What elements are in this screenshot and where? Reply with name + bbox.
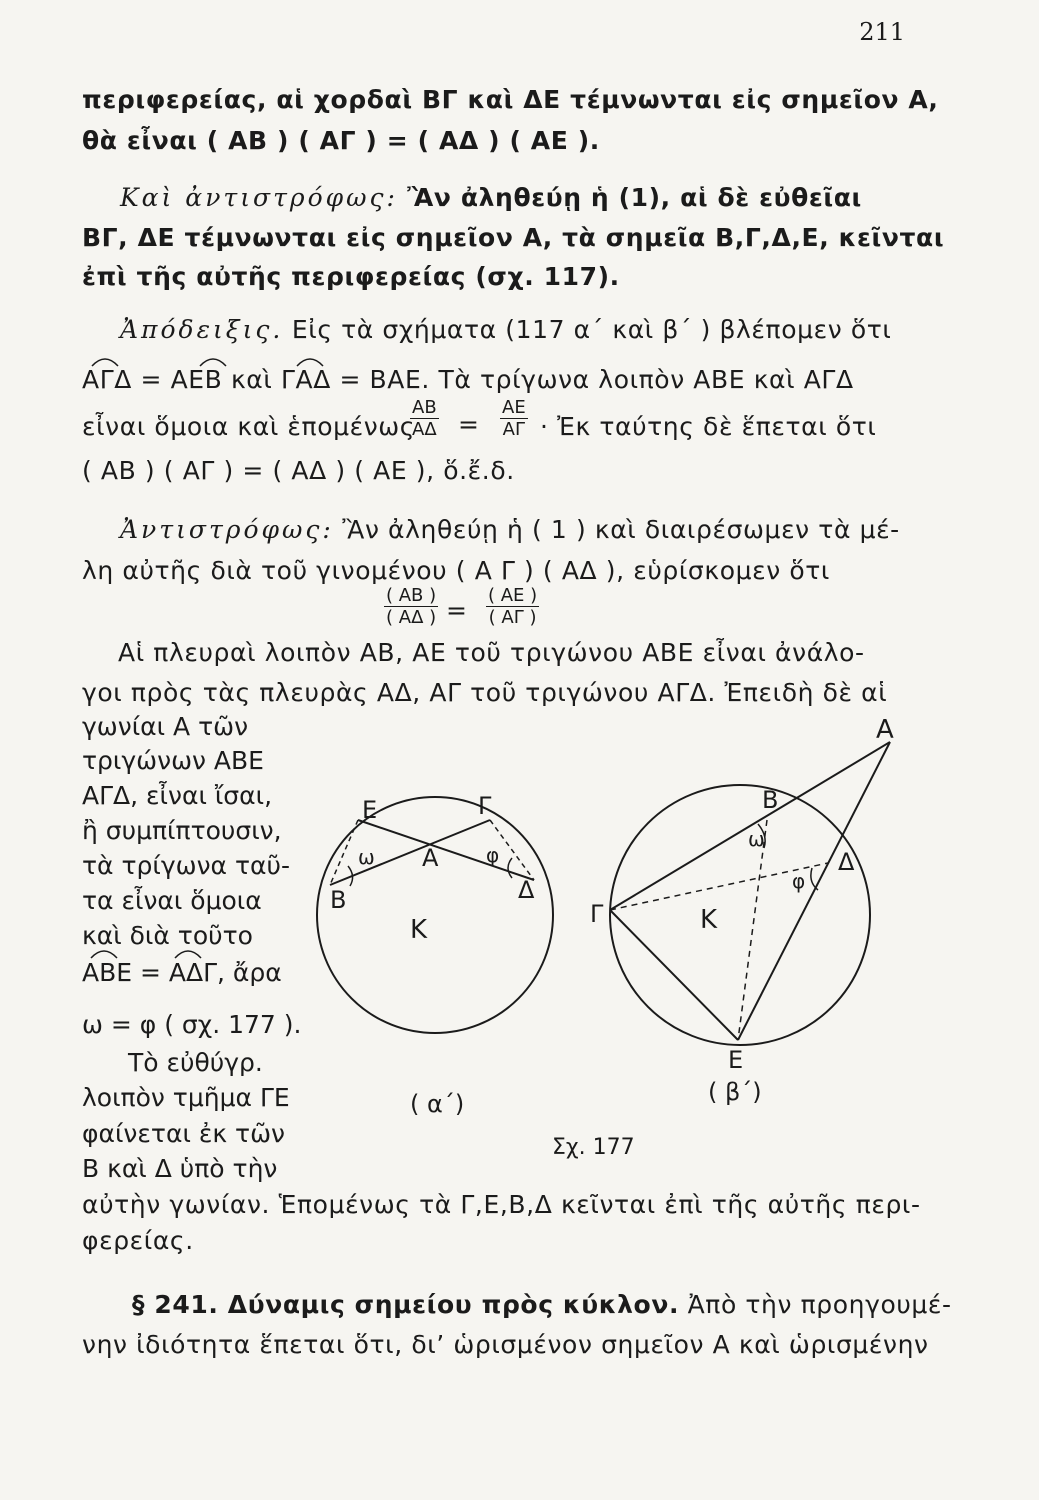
proof-fraction-2-num: ΑΕ <box>502 397 526 418</box>
narrow-line-5: τὰ τρίγωνα ταῦ- <box>82 851 290 880</box>
narrow-line-7: καὶ διὰ τοῦτο <box>82 921 253 950</box>
closing-line-2: φερείας. <box>82 1226 194 1255</box>
figure-b <box>590 715 894 1106</box>
converse2-fraction-2 <box>486 585 539 628</box>
figure-177 <box>290 700 910 1170</box>
section-241-line-1 <box>132 1290 952 1319</box>
section-241-heading: § 241. Δύναμις σημείου πρὸς κύκλον. <box>132 1290 680 1319</box>
converse2-fraction-1-num: ( ΑΒ ) <box>386 585 437 606</box>
arc-mark-5 <box>175 951 201 958</box>
proof-line-4: ( ΑΒ ) ( ΑΓ ) = ( ΑΔ ) ( ΑΕ ), ὅ.ἔ.δ. <box>82 456 515 485</box>
narrow-line-2: τριγώνων ΑΒΕ <box>82 746 264 775</box>
figure-a-label-B: Β <box>330 886 347 914</box>
proof-line-2: ΑΓΔ = ΑΕΒ καὶ ΓΑΔ = ΒΑΕ. Τὰ τρίγωνα λοιπὸν ΑΒΕ καὶ ΑΓΔ <box>82 365 854 394</box>
section-241-line-1-rest: Ἀπὸ τὴν προηγουμέ- <box>679 1290 952 1319</box>
proof-equals: = <box>458 410 480 439</box>
section-241-line-2: νην ἰδιότητα ἕπεται ὅτι, δι’ ὡρισμένον σημεῖον Α καὶ ὡρισμένην <box>82 1330 929 1359</box>
narrow-line-10: Τὸ εὐθύγρ. <box>128 1048 263 1077</box>
figure-b-label-G: Γ <box>590 900 604 928</box>
proof-line-3-start: εἶναι ὅμοια καὶ ἑπομένως <box>82 412 416 441</box>
proof-line-3-end: · Ἐκ ταύτης δὲ ἕπεται ὅτι <box>540 412 877 441</box>
narrow-line-11: λοιπὸν τμῆμα ΓΕ <box>82 1083 290 1112</box>
figure-a-angle-phi: φ <box>486 843 500 867</box>
converse1-line-1-rest: Ἂν ἀληθεύῃ ἡ (1), αἱ δὲ εὐθεῖαι <box>397 183 862 212</box>
narrow-line-1: γωνίαι Α τῶν <box>82 712 249 741</box>
narrow-line-9: ω = φ ( σχ. 177 ). <box>82 1010 302 1039</box>
figure-b-label-D: Δ <box>838 848 855 876</box>
figure-a-label-K: Κ <box>410 915 428 945</box>
narrow-line-3: ΑΓΔ, εἶναι ἴσαι, <box>82 781 273 810</box>
figure-caption: Σχ. 177 <box>552 1135 635 1160</box>
figure-a-angle-phi-arc <box>508 858 512 878</box>
figure-a-label-A: Α <box>422 844 439 872</box>
page-number: 211 <box>859 18 905 46</box>
figure-b-label-B: Β <box>762 786 779 814</box>
converse2-label: Ἀντιστρόφως: <box>120 515 334 544</box>
figure-b-label-A: Α <box>876 715 894 745</box>
arc-mark-4 <box>91 951 117 958</box>
figure-b-dashed-BE <box>738 820 767 1040</box>
narrow-line-12: φαίνεται ἐκ τῶν <box>82 1119 285 1148</box>
intro-line-2: θὰ εἶναι ( ΑΒ ) ( ΑΓ ) = ( ΑΔ ) ( ΑΕ ). <box>82 126 600 155</box>
converse2-line-4: γοι πρὸς τὰς πλευρὰς ΑΔ, ΑΓ τοῦ τριγώνου ΑΓΔ. Ἐπειδὴ δὲ αἱ <box>82 678 888 707</box>
proof-fraction-1-num: ΑΒ <box>412 397 437 418</box>
proof-fraction-1-den: ΑΔ <box>412 419 437 440</box>
converse2-line-3: Αἱ πλευραὶ λοιπὸν ΑΒ, ΑΕ τοῦ τριγώνου ΑΒΕ εἶναι ἀνάλο- <box>118 638 865 667</box>
figure-b-label-K: Κ <box>700 905 718 935</box>
figure-b-circle <box>610 785 870 1045</box>
converse1-label: Καὶ ἀντιστρόφως: <box>120 183 398 212</box>
converse2-fraction-1-den: ( ΑΔ ) <box>386 607 437 628</box>
figure-b-line-G-to-E <box>610 910 738 1040</box>
converse2-equals: = <box>446 596 468 625</box>
narrow-line-6: τα εἶναι ὅμοια <box>82 886 262 915</box>
figure-a-label-G: Γ <box>478 792 492 820</box>
figure-b-caption: ( β΄) <box>708 1078 762 1106</box>
figure-a-label-E: Ε <box>362 796 378 824</box>
converse2-line-1-rest: Ἂν ἀληθεύῃ ἡ ( 1 ) καὶ διαιρέσωμεν τὰ μέ- <box>333 515 900 544</box>
narrow-line-13: Β καὶ Δ ὑπὸ τὴν <box>82 1154 278 1183</box>
intro-line-1: περιφερείας, αἱ χορδαὶ ΒΓ καὶ ΔΕ τέμνωνται εἰς σημεῖον Α, <box>82 85 939 114</box>
narrow-line-8: ΑΒΕ = ΑΔΓ, ἄρα <box>82 958 282 987</box>
proof-line-1-rest: Εἰς τὰ σχήματα (117 α΄ καὶ β΄ ) βλέπομεν ὅτι <box>283 315 892 344</box>
proof-label: Ἀπόδειξις. <box>120 315 284 344</box>
figure-a-caption: ( α΄) <box>410 1090 465 1118</box>
figure-b-angle-phi: φ <box>792 869 806 893</box>
figure-a <box>317 792 553 1118</box>
closing-line-1: αὐτὴν γωνίαν. Ἑπομένως τὰ Γ,Ε,Β,Δ κεῖνται ἐπὶ τῆς αὐτῆς περι- <box>82 1190 921 1219</box>
converse2-line-1 <box>120 515 904 544</box>
converse2-fraction-2-den: ( ΑΓ ) <box>488 607 537 628</box>
figure-b-label-E: Ε <box>728 1046 744 1074</box>
figure-a-angle-omega: ω <box>358 845 375 869</box>
converse1-line-2: ΒΓ, ΔΕ τέμνωνται εἰς σημεῖον Α, τὰ σημεῖα Β,Γ,Δ,Ε, κεῖνται <box>82 223 945 252</box>
converse2-fraction-2-num: ( ΑΕ ) <box>488 585 538 606</box>
figure-b-angle-omega: ω <box>748 827 765 851</box>
narrow-line-4: ἢ συμπίπτουσιν, <box>82 816 282 845</box>
proof-fraction-2-den: ΑΓ <box>502 419 526 440</box>
converse2-line-2: λη αὐτῆς διὰ τοῦ γινομένου ( Α Γ ) ( ΑΔ ), εὑρίσκομεν ὅτι <box>82 556 830 585</box>
figure-a-label-D: Δ <box>518 876 535 904</box>
proof-fraction-1 <box>410 397 439 440</box>
converse2-fraction-1 <box>384 585 438 628</box>
converse1-line-3: ἐπὶ τῆς αὐτῆς περιφερείας (σχ. 117). <box>82 262 620 291</box>
proof-fraction-2 <box>500 397 528 440</box>
